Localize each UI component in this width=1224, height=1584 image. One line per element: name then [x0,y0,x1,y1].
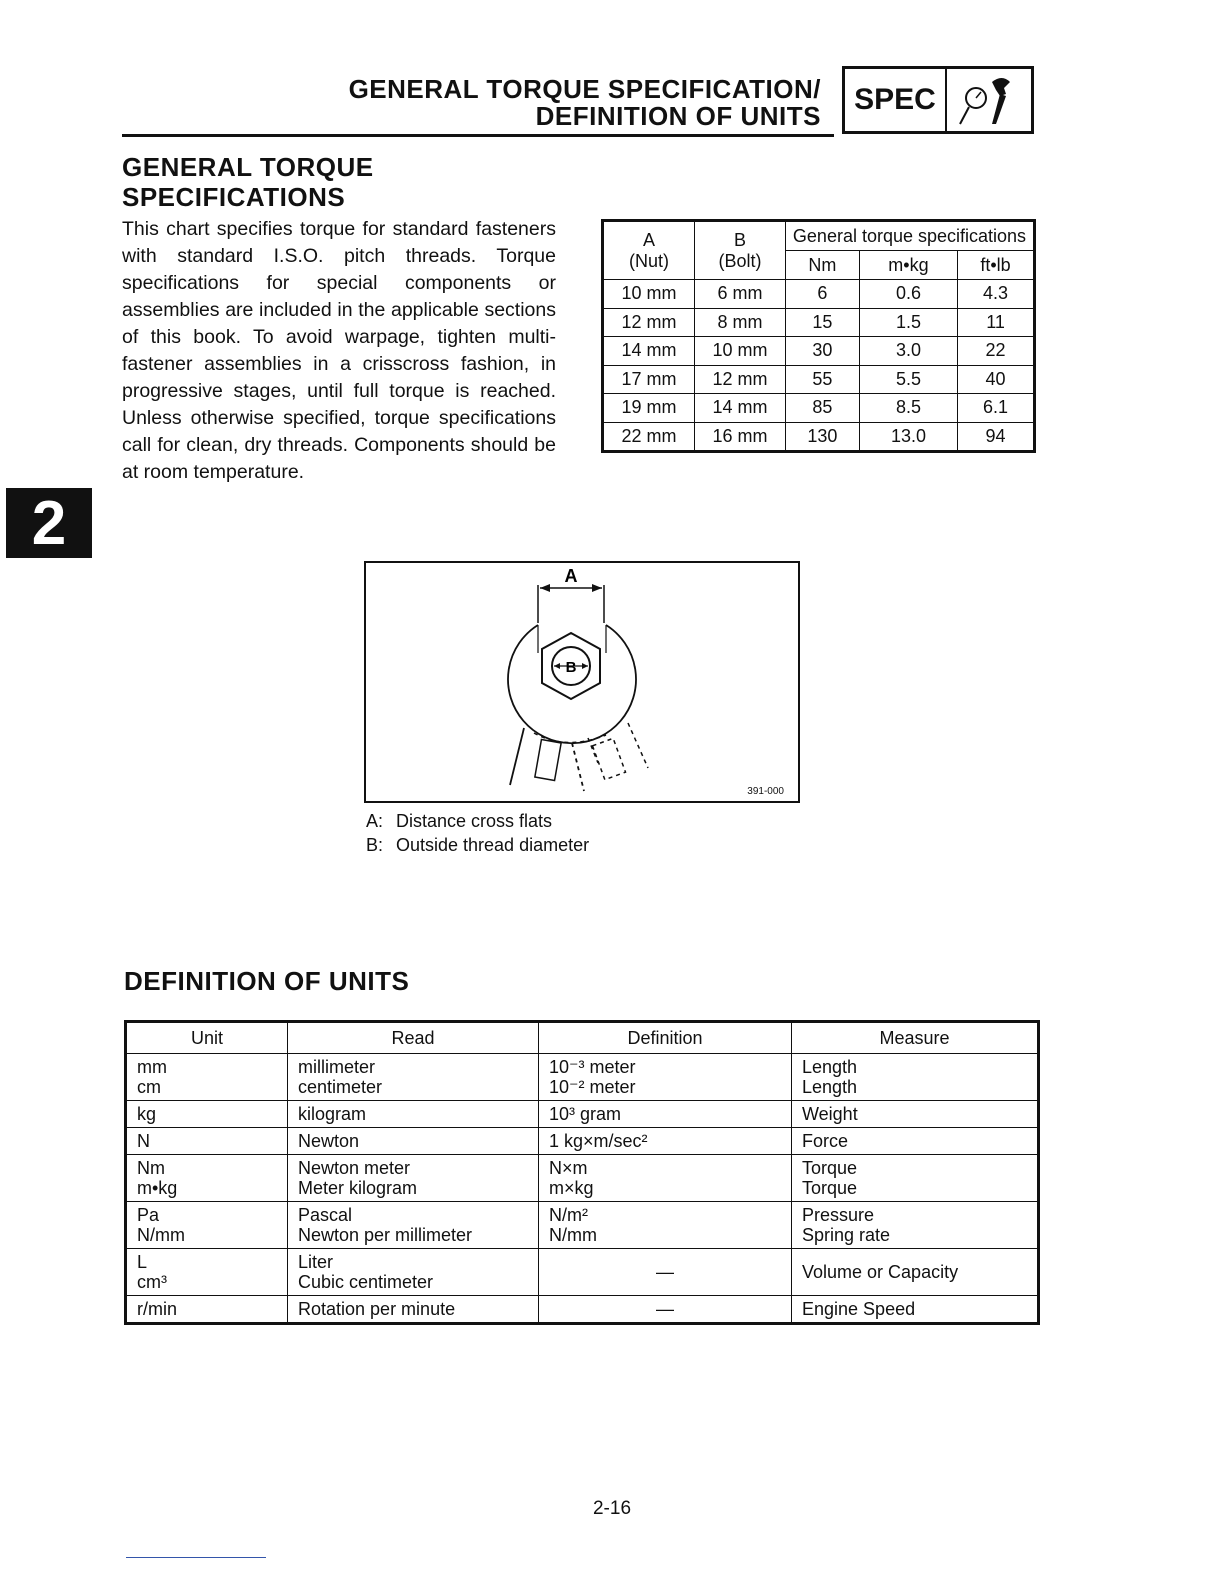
torque-spec-table [601,219,1036,453]
cell-ftlb: 94 [958,422,1035,452]
units-table [124,1020,1040,1325]
cell-line: millimeter [298,1057,376,1077]
torque-heading-line1: GENERAL TORQUE [122,152,374,182]
figure-legend [366,809,589,857]
cell-line: Liter [298,1252,334,1272]
cell-line: N [137,1131,150,1151]
dimension-a-label: A [564,566,578,586]
col-header-nut [603,221,695,280]
cell-measure [792,1054,1039,1101]
cell-def [539,1249,792,1296]
cell-bolt: 10 mm [695,337,786,366]
cell-read [288,1054,539,1101]
cell-ftlb: 4.3 [958,280,1035,309]
cell-ftlb: 6.1 [958,394,1035,423]
cell-nut: 14 mm [603,337,695,366]
cell-line: m•kg [137,1178,178,1198]
torque-heading-line2: SPECIFICATIONS [122,182,346,212]
cell-read [288,1155,539,1202]
col-b-label: B [733,229,746,250]
cell-line: L [137,1252,148,1272]
cell-measure [792,1101,1039,1128]
table-row [603,308,1035,337]
cell-measure [792,1155,1039,1202]
wrench-illustration [366,563,798,801]
cell-line: Pascal [298,1205,353,1225]
cell-line: — [656,1262,674,1282]
cell-line: Force [802,1131,849,1151]
dimension-b-label: B [565,659,577,676]
cell-unit [126,1202,288,1249]
col-header-bolt [695,221,786,280]
cell-line: Pressure [802,1205,875,1225]
cell-nut: 19 mm [603,394,695,423]
cell-line: N×m [549,1158,588,1178]
cell-line: 10⁻² meter [549,1077,636,1097]
torque-wrench-gauge-icon [947,69,1031,131]
cell-nm: 30 [786,337,860,366]
cell-mkg: 8.5 [859,394,957,423]
footer-rule [126,1557,266,1558]
cell-line: Newton [298,1131,360,1151]
table-row [126,1155,1039,1202]
cell-line: 1 kg×m/sec² [549,1131,648,1151]
nut-bolt-diagram [364,561,800,803]
unit-header-nm: Nm [786,251,860,280]
cell-line: cm³ [137,1272,167,1292]
cell-ftlb: 40 [958,365,1035,394]
cell-read [288,1101,539,1128]
cell-def [539,1202,792,1249]
cell-nut: 17 mm [603,365,695,394]
cell-bolt: 12 mm [695,365,786,394]
spec-badge [842,66,1034,134]
cell-line: Length [802,1077,858,1097]
units-table-body [126,1054,1039,1324]
legend-item [366,833,589,857]
cell-def [539,1101,792,1128]
cell-nut: 10 mm [603,280,695,309]
page-header-title [349,76,821,130]
cell-mkg: 1.5 [859,308,957,337]
cell-unit [126,1128,288,1155]
cell-line: mm [137,1057,167,1077]
torque-intro-paragraph: This chart specifies torque for standard fasteners with standard I.S.O. pitch threads. Torque specifications for special components or assemblies are included in the applicable sections of this book. To avoid warpage, tighten multi-fastener assemblies in a crisscross fashion, in progressive stages, until full torque is reached. Unless otherwise specified, torque specifications call for clean, dry threads. Components should be at room temperature. [122,218,556,483]
cell-line: kilogram [298,1104,367,1124]
cell-unit [126,1296,288,1324]
col-a-label: A [642,229,655,250]
legend-key: B: [366,835,384,855]
units-col-definition: Definition [539,1022,792,1054]
cell-nm: 55 [786,365,860,394]
cell-line: Engine Speed [802,1299,916,1319]
page-number: 2-16 [592,1498,632,1519]
cell-def [539,1155,792,1202]
cell-line: N/mm [549,1225,597,1245]
header-title-line2: DEFINITION OF UNITS [535,101,821,131]
cell-measure [792,1128,1039,1155]
cell-measure [792,1249,1039,1296]
cell-unit [126,1054,288,1101]
cell-nm: 6 [786,280,860,309]
table-row [603,337,1035,366]
cell-measure [792,1296,1039,1324]
cell-line: m×kg [549,1178,594,1198]
header-title-line1: GENERAL TORQUE SPECIFICATION/ [348,74,821,104]
chapter-tab: 2 [6,488,92,558]
torque-table-body [603,280,1035,452]
unit-header-mkg: m•kg [859,251,957,280]
table-row [603,365,1035,394]
units-section-heading: DEFINITION OF UNITS [124,966,410,996]
cell-line: Torque [802,1178,858,1198]
cell-bolt: 14 mm [695,394,786,423]
cell-line: 10⁻³ meter [549,1057,636,1077]
cell-line: Nm [137,1158,165,1178]
cell-nut: 22 mm [603,422,695,452]
table-row [126,1202,1039,1249]
cell-nut: 12 mm [603,308,695,337]
table-row [603,280,1035,309]
cell-mkg: 3.0 [859,337,957,366]
cell-mkg: 0.6 [859,280,957,309]
cell-mkg: 5.5 [859,365,957,394]
cell-unit [126,1249,288,1296]
cell-nm: 130 [786,422,860,452]
table-row [126,1296,1039,1324]
cell-line: Rotation per minute [298,1299,456,1319]
table-row [126,1101,1039,1128]
cell-line: — [656,1299,674,1319]
cell-mkg: 13.0 [859,422,957,452]
cell-bolt: 16 mm [695,422,786,452]
col-b-sub: (Bolt) [718,250,762,271]
table-row [603,394,1035,423]
unit-header-ftlb: ft•lb [958,251,1035,280]
figure-code: 391-000 [747,786,784,797]
table-row [603,422,1035,452]
cell-line: Volume or Capacity [802,1262,959,1282]
cell-line: Newton meter [298,1158,411,1178]
cell-read [288,1128,539,1155]
legend-text: Distance cross flats [396,811,553,831]
cell-nm: 15 [786,308,860,337]
header-rule [122,134,834,137]
cell-read [288,1296,539,1324]
cell-line: Torque [802,1158,858,1178]
cell-ftlb: 11 [958,308,1035,337]
table-row [126,1128,1039,1155]
cell-def [539,1128,792,1155]
cell-line: Meter kilogram [298,1178,418,1198]
cell-read [288,1249,539,1296]
legend-key: A: [366,811,384,831]
cell-read [288,1202,539,1249]
cell-line: cm [137,1077,161,1097]
units-col-read: Read [288,1022,539,1054]
cell-line: Weight [802,1104,858,1124]
spec-label: SPEC [845,69,947,131]
legend-item [366,809,589,833]
cell-line: 10³ gram [549,1104,622,1124]
table-row [126,1249,1039,1296]
cell-line: Newton per millimeter [298,1225,473,1245]
cell-line: N/mm [137,1225,185,1245]
cell-line: r/min [137,1299,177,1319]
cell-line: centimeter [298,1077,383,1097]
table-row [126,1054,1039,1101]
group-header-general-torque: General torque specifications [786,221,1035,251]
cell-bolt: 6 mm [695,280,786,309]
units-col-measure: Measure [792,1022,1039,1054]
cell-line: Pa [137,1205,160,1225]
legend-text: Outside thread diameter [396,835,590,855]
cell-def [539,1054,792,1101]
cell-bolt: 8 mm [695,308,786,337]
cell-ftlb: 22 [958,337,1035,366]
cell-unit [126,1155,288,1202]
cell-line: kg [137,1104,157,1124]
cell-line: N/m² [549,1205,588,1225]
units-col-unit: Unit [126,1022,288,1054]
cell-line: Length [802,1057,858,1077]
cell-line: Spring rate [802,1225,891,1245]
cell-unit [126,1101,288,1128]
cell-nm: 85 [786,394,860,423]
col-a-sub: (Nut) [629,250,669,271]
cell-def [539,1296,792,1324]
cell-measure [792,1202,1039,1249]
torque-section-heading [122,152,374,212]
cell-line: Cubic centimeter [298,1272,434,1292]
